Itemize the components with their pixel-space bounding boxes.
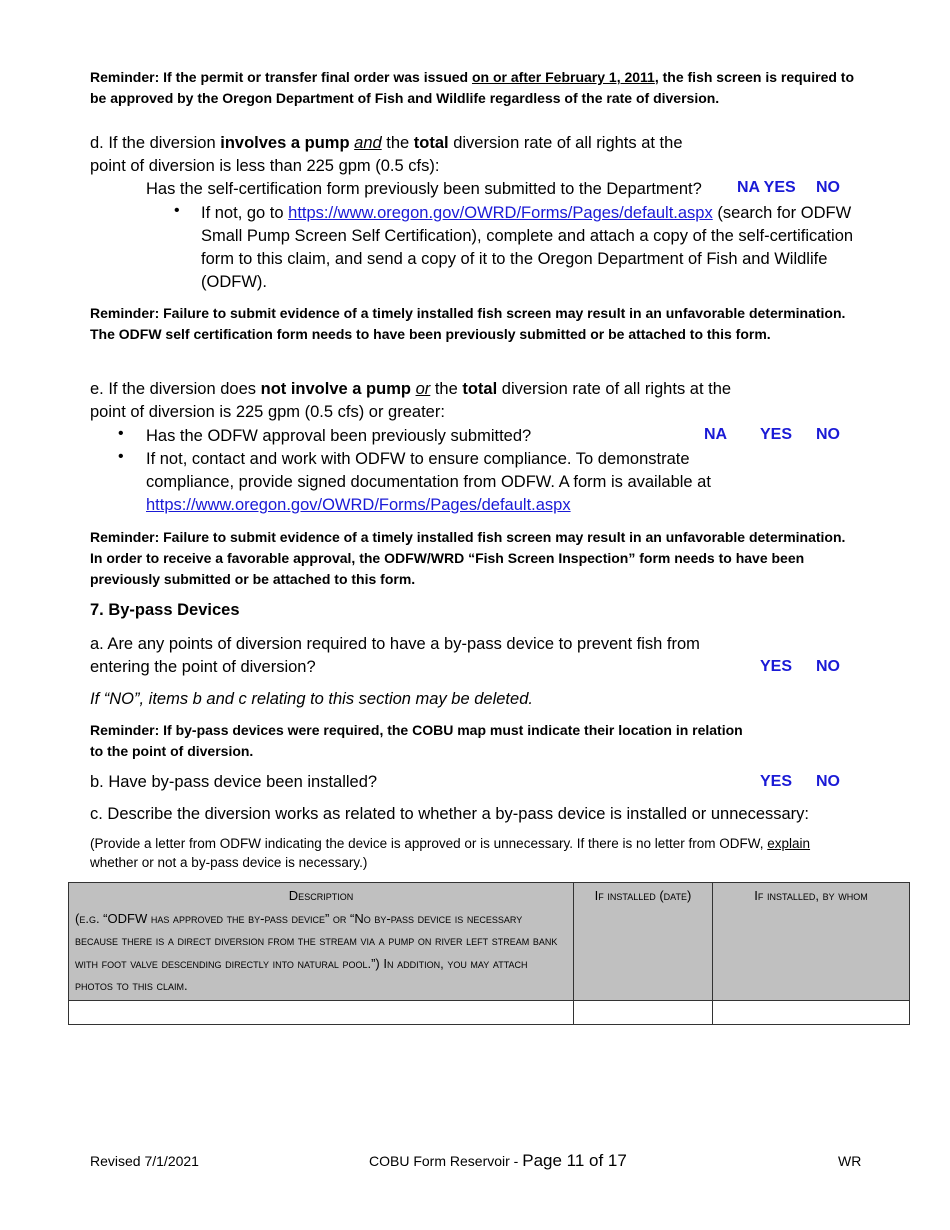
section-7-note: If “NO”, items b and c relating to this section may be deleted. bbox=[90, 690, 533, 708]
option-no[interactable]: NO bbox=[816, 658, 840, 675]
description-title: Description bbox=[288, 888, 354, 903]
installed-by-header: If installed, by whom bbox=[713, 883, 910, 1001]
odfw-forms-link[interactable]: https://www.oregon.gov/OWRD/Forms/Pages/default.aspx bbox=[146, 496, 571, 514]
section-e-intro-line2: point of diversion is 225 gpm (0.5 cfs) or greater: bbox=[90, 403, 445, 421]
option-no[interactable]: NO bbox=[816, 426, 840, 443]
reminder-self-certification: Reminder: Failure to submit evidence of a timely installed fish screen may result in an unfavorable determination. The ODFW self certification form needs to have been previously submitted or be attached to this form. bbox=[90, 305, 846, 342]
bullet-icon: • bbox=[118, 425, 124, 442]
section-e-bullet2: If not, contact and work with ODFW to ensure compliance. To demonstrate compliance, provide signed documentation from ODFW. A form is available at https://www.oregon.gov/OWRD/Forms/Pages/default.aspx bbox=[146, 450, 711, 514]
description-header bbox=[69, 883, 574, 1001]
install-date-cell[interactable] bbox=[574, 1000, 713, 1024]
reminder-fish-screen-approval: Reminder: If the permit or transfer final order was issued on or after February 1, 2011, the fish screen is required to be approved by the Oregon Department of Fish and Wildlife regardless of the rate of diversion. bbox=[90, 69, 855, 106]
footer-wr: WR bbox=[838, 1153, 862, 1169]
reminder-bypass-map: Reminder: If by-pass devices were required, the COBU map must indicate their location in relation to the point of diversion. bbox=[90, 722, 743, 759]
table-header-row bbox=[69, 883, 910, 1001]
option-yes[interactable]: YES bbox=[760, 658, 793, 675]
option-no[interactable]: NO bbox=[816, 773, 840, 790]
bypass-description-table bbox=[68, 882, 910, 1025]
section-7b-question: b. Have by-pass device been installed? bbox=[90, 773, 378, 791]
section-d-question: Has the self-certification form previously been submitted to the Department? bbox=[146, 180, 702, 198]
description-cell[interactable] bbox=[69, 1000, 574, 1024]
footer-revision: Revised 7/1/2021 bbox=[90, 1153, 199, 1169]
section-d-intro: d. If the diversion involves a pump and the total diversion rate of all rights at the bbox=[90, 134, 683, 152]
section-7a-question-line2: entering the point of diversion? bbox=[90, 658, 316, 676]
footer-page-info: COBU Form Reservoir - Page 11 of 17 bbox=[369, 1151, 627, 1170]
option-no[interactable]: NO bbox=[816, 179, 840, 196]
option-yes[interactable]: YES bbox=[760, 773, 793, 790]
bullet-icon: • bbox=[118, 448, 124, 465]
section-7a-question: a. Are any points of diversion required to have a by-pass device to prevent fish from bbox=[90, 635, 700, 653]
bullet-icon: • bbox=[174, 202, 180, 219]
option-na-yes[interactable]: NA YES bbox=[737, 179, 796, 196]
option-yes[interactable]: YES bbox=[760, 426, 793, 443]
table-row[interactable] bbox=[69, 1000, 910, 1024]
section-7c-question: c. Describe the diversion works as related to whether a by-pass device is installed or unnecessary: bbox=[90, 805, 810, 823]
section-d-intro-line2: point of diversion is less than 225 gpm (0.5 cfs): bbox=[90, 157, 440, 175]
section-e-intro: e. If the diversion does not involve a pump or the total diversion rate of all rights at the bbox=[90, 380, 732, 398]
description-instructions: (e.g. “ODFW has approved the by-pass device” or “No by-pass device is necessary because there is a direct diversion from the stream via a pump on river left stream bank with foot valve descending directly into natural pool.”) In addition, you may attach photos to this claim. bbox=[75, 910, 558, 993]
reminder-fish-screen-inspection: Reminder: Failure to submit evidence of a timely installed fish screen may result in an unfavorable determination. In order to receive a favorable approval, the ODFW/WRD “Fish Screen Inspection” form needs to have been previously submitted or be attached to this form. bbox=[90, 529, 846, 587]
page-number: Page 11 of 17 bbox=[522, 1151, 627, 1170]
installed-by-cell[interactable] bbox=[713, 1000, 910, 1024]
section-7-heading: 7. By-pass Devices bbox=[90, 601, 240, 619]
odfw-forms-link[interactable]: https://www.oregon.gov/OWRD/Forms/Pages/default.aspx bbox=[288, 204, 713, 222]
section-d-bullet: If not, go to https://www.oregon.gov/OWRD/Forms/Pages/default.aspx (search for ODFW Small Pump Screen Self Certification), complete and attach a copy of the self-certification form to this claim, and send a copy of it to the Oregon Department of Fish and Wildlife (ODFW). bbox=[201, 204, 854, 291]
install-date-header: If installed (date) bbox=[574, 883, 713, 1001]
section-7c-note: (Provide a letter from ODFW indicating the device is approved or is unnecessary. If there is no letter from ODFW, explain whether or not a by-pass device is necessary.) bbox=[90, 836, 811, 870]
option-na[interactable]: NA bbox=[704, 426, 728, 443]
section-e-bullet1: Has the ODFW approval been previously submitted? bbox=[146, 427, 532, 445]
